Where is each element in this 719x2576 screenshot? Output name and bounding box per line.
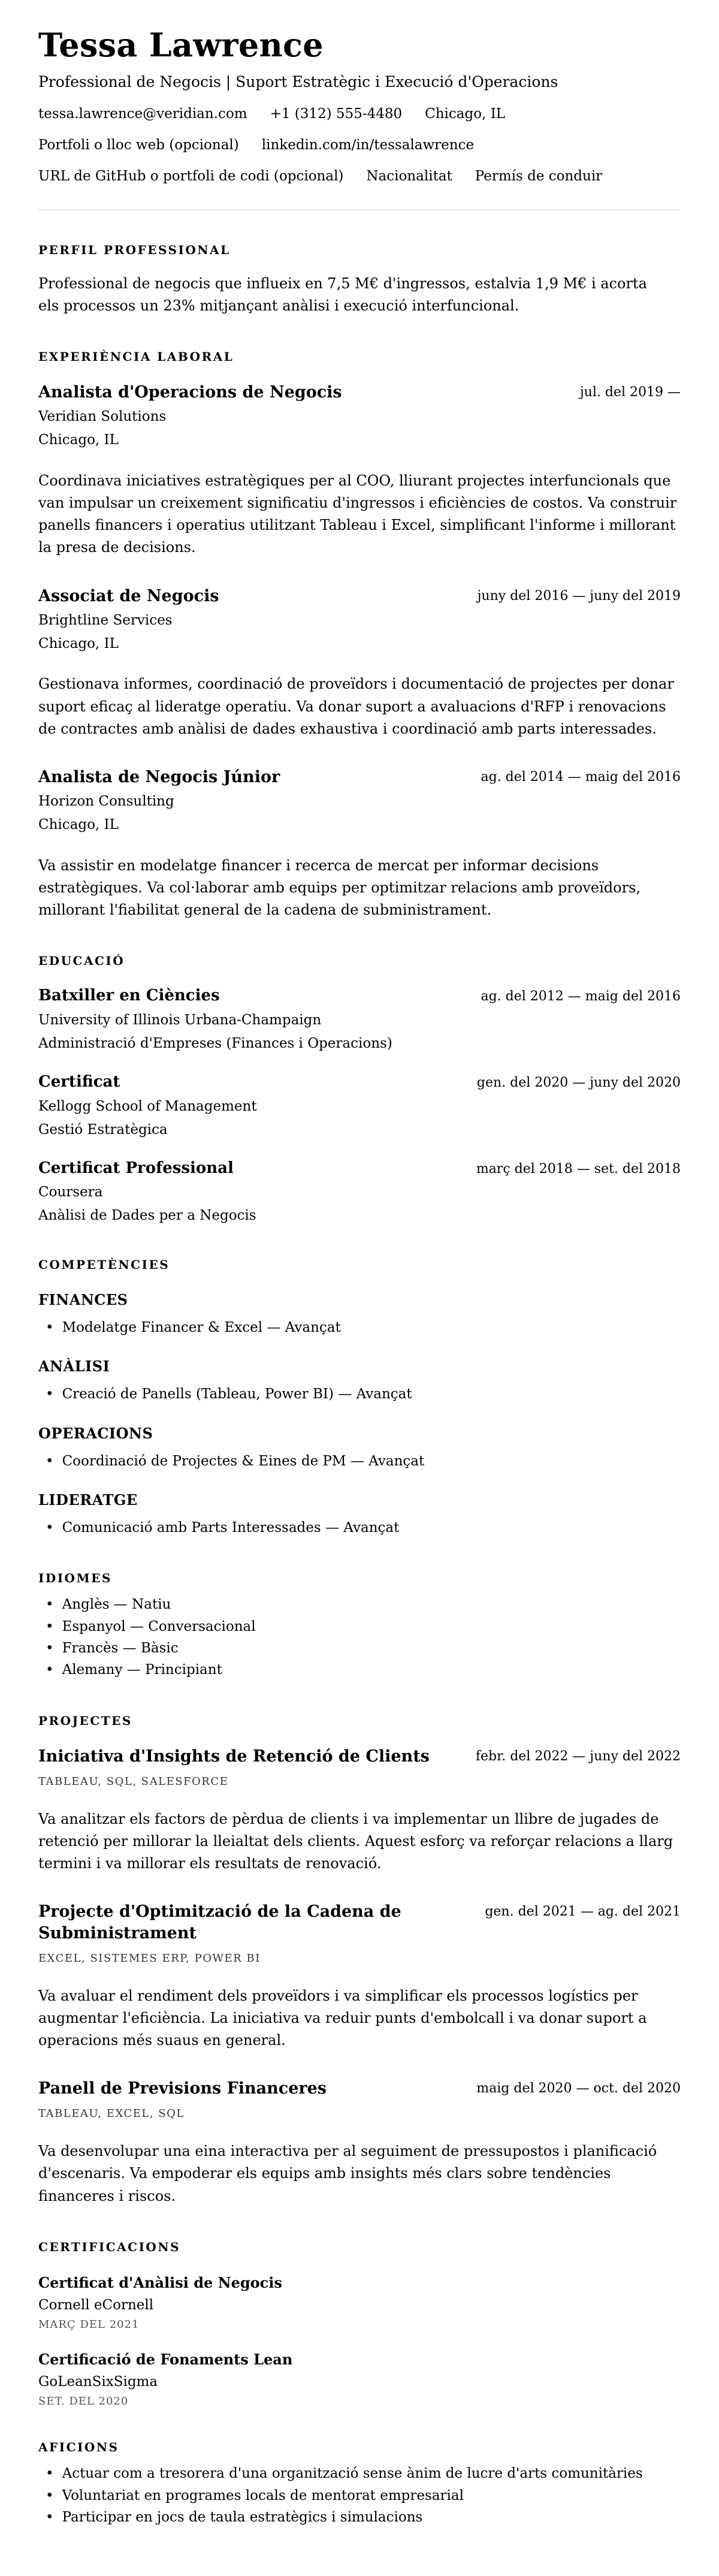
section-heading-profile: PERFIL PROFESSIONAL bbox=[38, 242, 231, 257]
contact-nationality-placeholder: Nacionalitat bbox=[366, 168, 452, 184]
list-item bbox=[38, 2485, 681, 2506]
resume-header bbox=[38, 26, 681, 186]
skill-item-text: Coordinació de Projectes & Eines de PM — Avançat bbox=[62, 1453, 425, 1469]
certification-entry bbox=[38, 2350, 681, 2408]
education-field: Gestió Estratègica bbox=[38, 1121, 168, 1138]
job-dates: ag. del 2014 — maig del 2016 bbox=[481, 769, 681, 785]
language-item-text: Anglès — Natiu bbox=[62, 1597, 171, 1613]
job-title-row bbox=[38, 767, 681, 788]
bullet-icon: • bbox=[46, 2487, 54, 2503]
project-tools: EXCEL, SISTEMES ERP, POWER BI bbox=[38, 1951, 261, 1965]
skill-group-name: ANÀLISI bbox=[38, 1358, 110, 1376]
section-heading-certifications: CERTIFICACIONS bbox=[38, 2239, 181, 2254]
project-dates: febr. del 2022 — juny del 2022 bbox=[475, 1748, 681, 1764]
list-item bbox=[38, 2463, 681, 2484]
contact-github-placeholder: URL de GitHub o portfoli de codi (opcional) bbox=[38, 168, 344, 184]
section-languages bbox=[38, 1571, 681, 1681]
contact-portfolio-placeholder: Portfoli o lloc web (opcional) bbox=[38, 137, 239, 153]
section-heading-skills: COMPETÈNCIES bbox=[38, 1257, 170, 1272]
bullet-icon: • bbox=[46, 1597, 54, 1613]
section-skills bbox=[38, 1257, 681, 1539]
job-title: Analista d'Operacions de Negocis bbox=[38, 382, 342, 402]
project-entry bbox=[38, 2078, 681, 2207]
job-title-row bbox=[38, 586, 681, 607]
education-title-row bbox=[38, 986, 681, 1006]
list-item bbox=[38, 1317, 681, 1338]
project-title: Panell de Previsions Financeres bbox=[38, 2079, 327, 2098]
certification-date: MARÇ DEL 2021 bbox=[38, 2318, 140, 2331]
section-education bbox=[38, 954, 681, 1225]
education-school: Kellogg School of Management bbox=[38, 1098, 257, 1114]
section-heading-experience: EXPERIÈNCIA LABORAL bbox=[38, 349, 234, 364]
job-company: Horizon Consulting bbox=[38, 794, 174, 810]
project-description: Va avaluar el rendiment dels proveïdors i va simplificar els processos logístics per augmentar l'eficiència. La iniciativa va reduir punts d'embolcall i va donar suport a operacions més suaus en general. bbox=[38, 1987, 647, 2049]
education-entry bbox=[38, 1072, 681, 1139]
list-item bbox=[38, 2506, 681, 2528]
section-heading-education: EDUCACIÓ bbox=[38, 954, 125, 969]
education-field: Anàlisi de Dades per a Negocis bbox=[38, 1208, 256, 1224]
skill-item-text: Creació de Panells (Tableau, Power BI) — Avançat bbox=[62, 1386, 412, 1402]
education-entry bbox=[38, 986, 681, 1053]
bullet-icon: • bbox=[46, 2509, 54, 2525]
job-location: Chicago, IL bbox=[38, 432, 119, 448]
job-entry bbox=[38, 586, 681, 740]
education-dates: març del 2018 — set. del 2018 bbox=[476, 1161, 681, 1177]
contact-phone: +1 (312) 555-4480 bbox=[270, 105, 403, 122]
list-item bbox=[38, 1594, 681, 1615]
skill-item-text: Comunicació amb Parts Interessades — Avançat bbox=[62, 1520, 400, 1536]
language-item-text: Francès — Bàsic bbox=[62, 1640, 179, 1657]
contact-email: tessa.lawrence@veridian.com bbox=[38, 105, 247, 122]
contact-location: Chicago, IL bbox=[425, 105, 506, 122]
project-entry bbox=[38, 1901, 681, 2052]
list-item bbox=[38, 1616, 681, 1637]
job-entry bbox=[38, 382, 681, 559]
project-entry bbox=[38, 1746, 681, 1875]
project-description: Va desenvolupar una eina interactiva per al seguiment de pressupostos i planificació d'escenaris. Va empoderar els equips amb insights més clars sobre tendències financeres i riscos. bbox=[38, 2143, 657, 2204]
job-title: Associat de Negocis bbox=[38, 586, 219, 605]
skill-list bbox=[38, 1450, 681, 1472]
job-description: Va assistir en modelatge financer i recerca de mercat per informar decisions estratègiques. Va col·laborar amb equips per optimitzar relacions amb proveïdors, millorant l'fiabilitat general de la cadena de subministrament. bbox=[38, 856, 641, 919]
skill-list bbox=[38, 1383, 681, 1405]
job-dates: juny del 2016 — juny del 2019 bbox=[477, 588, 681, 604]
skill-group-operations bbox=[38, 1425, 681, 1472]
contact-row-1 bbox=[38, 105, 681, 123]
skill-item-text: Modelatge Financer & Excel — Avançat bbox=[62, 1320, 341, 1336]
project-description: Va analitzar els factors de pèrdua de clients i va implementar un llibre de jugades de retenció per millorar la lleialtat dels clients. Aquest esforç va reforçar relacions a llarg termini i va millorar els resultats de renovació. bbox=[38, 1810, 673, 1872]
language-item-text: Alemany — Principiant bbox=[62, 1662, 222, 1678]
education-field: Administració d'Empreses (Finances i Operacions) bbox=[38, 1036, 392, 1052]
list-item bbox=[38, 1383, 681, 1405]
list-item bbox=[38, 1659, 681, 1681]
project-dates: gen. del 2021 — ag. del 2021 bbox=[485, 1904, 681, 1920]
bullet-icon: • bbox=[46, 2466, 54, 2482]
skill-group-name: FINANCES bbox=[38, 1291, 128, 1309]
job-location: Chicago, IL bbox=[38, 816, 119, 832]
skill-list bbox=[38, 1317, 681, 1338]
project-title-row bbox=[38, 1746, 681, 1767]
certification-issuer: Cornell eCornell bbox=[38, 2297, 154, 2313]
candidate-name: Tessa Lawrence bbox=[38, 26, 324, 64]
skill-group-name: LIDERATGE bbox=[38, 1491, 138, 1509]
job-entry bbox=[38, 767, 681, 921]
job-description: Coordinava iniciatives estratègiques per al COO, lliurant projectes interfuncionals que van impulsar un creixement significatiu d'ingressos i eficiències de costos. Va construir panells financers i operatius utilitzant Tableau i Excel, simplificant l'informe i millorant la presa de decisions. bbox=[38, 472, 677, 556]
certification-title: Certificat d'Anàlisi de Negocis bbox=[38, 2273, 282, 2291]
list-item bbox=[38, 1450, 681, 1472]
project-tools: TABLEAU, EXCEL, SQL bbox=[38, 2107, 185, 2120]
project-title: Projecte d'Optimització de la Cadena de Subministrament bbox=[38, 1902, 401, 1942]
project-tools: TABLEAU, SQL, SALESFORCE bbox=[38, 1775, 229, 1788]
skill-group-leadership bbox=[38, 1491, 681, 1539]
education-entry bbox=[38, 1159, 681, 1226]
section-hobbies bbox=[38, 2440, 681, 2528]
project-dates: maig del 2020 — oct. del 2020 bbox=[476, 2081, 681, 2097]
section-profile bbox=[38, 243, 681, 317]
project-title: Iniciativa d'Insights de Retenció de Clients bbox=[38, 1747, 430, 1766]
job-title: Analista de Negocis Júnior bbox=[38, 767, 280, 786]
job-description: Gestionava informes, coordinació de proveïdors i documentació de projectes per donar suport eficaç al lideratge operatiu. Va donar suport a avaluacions d'RFP i renovacions de contractes amb anàlisi de dades exhaustiva i coordinació amb parts interessades. bbox=[38, 675, 674, 737]
job-company: Veridian Solutions bbox=[38, 408, 167, 424]
language-item-text: Espanyol — Conversacional bbox=[62, 1618, 256, 1634]
bullet-icon: • bbox=[46, 1453, 54, 1469]
skill-list bbox=[38, 1517, 681, 1539]
hobby-item-text: Participar en jocs de taula estratègics i simulacions bbox=[62, 2509, 423, 2525]
skill-group-finances bbox=[38, 1291, 681, 1338]
education-title-row bbox=[38, 1159, 681, 1179]
section-heading-hobbies: AFICIONS bbox=[38, 2440, 119, 2455]
education-title-row bbox=[38, 1072, 681, 1093]
bullet-icon: • bbox=[46, 1662, 54, 1678]
job-dates: jul. del 2019 — bbox=[579, 384, 681, 400]
education-school: Coursera bbox=[38, 1184, 103, 1200]
education-degree: Certificat bbox=[38, 1072, 120, 1091]
job-location: Chicago, IL bbox=[38, 635, 119, 651]
contact-driving-license-placeholder: Permís de conduir bbox=[475, 168, 603, 184]
certification-date: SET. DEL 2020 bbox=[38, 2395, 129, 2408]
education-dates: gen. del 2020 — juny del 2020 bbox=[476, 1075, 681, 1090]
education-school: University of Illinois Urbana-Champaign bbox=[38, 1012, 322, 1028]
bullet-icon: • bbox=[46, 1640, 54, 1657]
job-company: Brightline Services bbox=[38, 612, 173, 628]
project-title-row bbox=[38, 2078, 681, 2099]
profile-summary: Professional de negocis que influeix en 7,5 M€ d'ingressos, estalvia 1,9 M€ i acorta els processos un 23% mitjançant anàlisi i execució interfuncional. bbox=[38, 275, 647, 314]
skill-group-analysis bbox=[38, 1358, 681, 1405]
language-list bbox=[38, 1594, 681, 1681]
skill-group-name: OPERACIONS bbox=[38, 1424, 153, 1442]
contact-row-3 bbox=[38, 168, 681, 186]
education-dates: ag. del 2012 — maig del 2016 bbox=[481, 989, 681, 1005]
contact-linkedin: linkedin.com/in/tessalawrence bbox=[261, 137, 475, 153]
education-degree: Batxiller en Ciències bbox=[38, 987, 220, 1005]
list-item bbox=[38, 1637, 681, 1659]
bullet-icon: • bbox=[46, 1618, 54, 1634]
job-title-row bbox=[38, 382, 681, 403]
bullet-icon: • bbox=[46, 1320, 54, 1336]
bullet-icon: • bbox=[46, 1386, 54, 1402]
hobby-list bbox=[38, 2463, 681, 2528]
section-certifications bbox=[38, 2240, 681, 2408]
section-heading-languages: IDIOMES bbox=[38, 1571, 112, 1586]
list-item bbox=[38, 1517, 681, 1539]
hobby-item-text: Voluntariat en programes locals de mentorat empresarial bbox=[62, 2487, 464, 2503]
project-title-row bbox=[38, 1901, 681, 1943]
hobby-item-text: Actuar com a tresorera d'una organització sense ànim de lucre d'arts comunitàries bbox=[62, 2466, 643, 2482]
education-degree: Certificat Professional bbox=[38, 1159, 234, 1177]
bullet-icon: • bbox=[46, 1520, 54, 1536]
certification-entry bbox=[38, 2273, 681, 2331]
section-heading-projects: PROJECTES bbox=[38, 1713, 132, 1728]
section-experience bbox=[38, 349, 681, 922]
contact-row-2 bbox=[38, 137, 681, 155]
certification-title: Certificació de Fonaments Lean bbox=[38, 2351, 293, 2368]
section-projects bbox=[38, 1714, 681, 2207]
candidate-headline: Professional de Negocis | Suport Estratègic i Execució d'Operacions bbox=[38, 73, 558, 91]
certification-issuer: GoLeanSixSigma bbox=[38, 2374, 158, 2390]
